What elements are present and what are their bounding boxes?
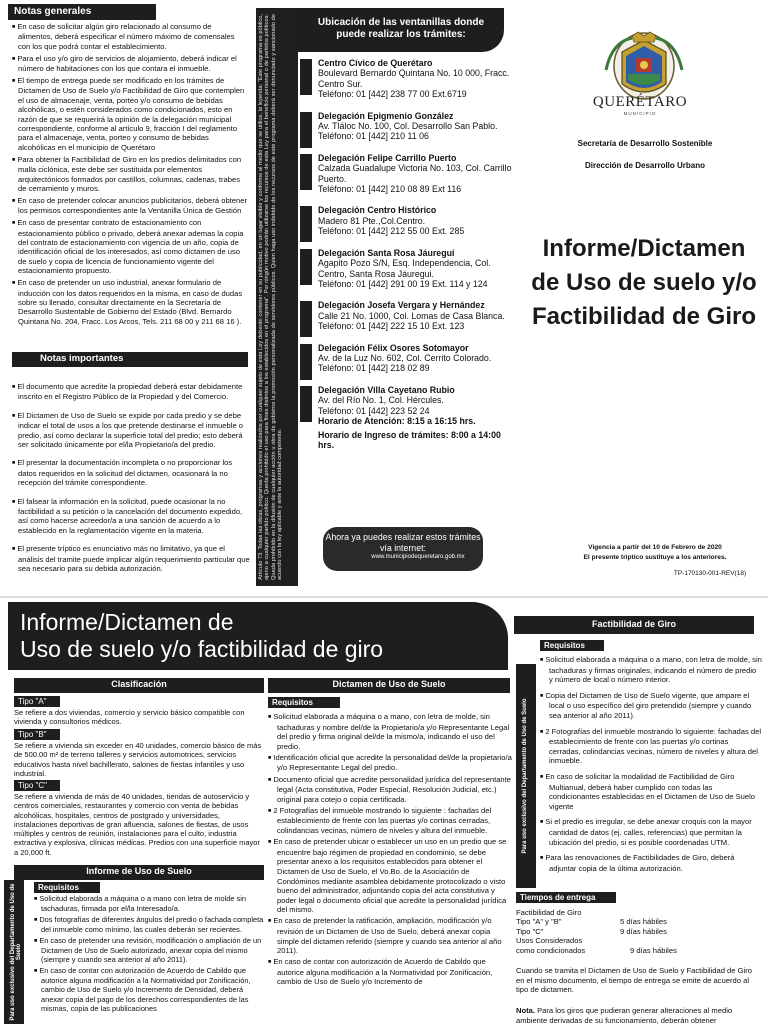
office-marker	[300, 154, 312, 190]
factibilidad-side-label: Para uso exclusivo del Departamento de Uso de Suelo	[522, 698, 528, 854]
office-phone: Teléfono: 01 [442] 291 00 19 Ext. 114 y 124	[318, 278, 488, 289]
list-item: ■ El presentar la documentación incompleta o no proporcionar los datos requeridos en la solicitud del dictamen, ocasionará la no recepción del trámite correspondiente.	[12, 458, 250, 487]
document-title: Informe/Dictamen de Uso de suelo y/o Factibilidad de Giro	[531, 235, 757, 330]
document-code: TP-170130-001-REV(18)	[673, 570, 747, 577]
table-cell: Tipo "C"	[516, 926, 544, 936]
factibilidad-requisitos-list	[540, 655, 762, 879]
office-name: Delegación Felipe Carrillo Puerto	[318, 152, 457, 163]
notas-importantes-heading: Notas importantes	[12, 352, 248, 367]
list-item: ■ 2 Fotografías del inmueble mostrando lo siguiente: fachadas del establecimiento de frente con las puertas y/o cortinas cerradas, colindancias vecinas, número de niveles y altura del inmueble.	[540, 727, 762, 766]
office-name: Delegación Félix Osores Sotomayor	[318, 342, 469, 353]
list-item: ■ El Dictamen de Uso de Suelo se expide por cada predio y se debe indicar el total de usos a los que pretende destinarse el inmueble o predio, así como declarar la superficie total del predio; esto deberá ser solicitado únicamente por el/la Propietario/a del predio.	[12, 411, 250, 450]
office-marker	[300, 112, 312, 148]
tiempos-entrega-label: Tiempos de entrega	[516, 892, 616, 903]
office-item	[300, 205, 512, 236]
office-address: Av. Tláloc No. 100, Col. Desarrollo San Pablo.	[318, 121, 498, 132]
logo-subtitle: MUNICIPIO	[623, 111, 657, 116]
tipo-b-text: Se refiere a vivienda sin exceder en 40 unidades, comercio básico de más de 500.00 m² de terreno talleres y servicios automotrices, servicios educativos hasta nivel bachillerato, salones de fiestas infantiles y uso industrial.	[14, 741, 262, 778]
office-marker	[300, 301, 312, 337]
table-cell: Usos Considerados	[516, 936, 583, 946]
list-item: ■ En caso de pretender colocar anuncios publicitarios, deberá obtener los permisos correspondientes ante la Ventanilla Única de Gestión	[12, 196, 248, 216]
table-row	[516, 946, 746, 955]
list-item: ■ Solicitud elaborada a máquina o a mano con letra de molde sin tachaduras, firmada por el/la Interesado/a.	[34, 894, 266, 913]
list-item: ■ En caso de pretender un uso industrial, anexar formulario de inducción con los datos requeridos en la misma, en caso de dudas sobre su llenado, consultar directamente en la Secretaría de Desarrollo Sustentable de Gobierno del Estado (Blvd. Bernardo Quintana No. 204, Fracc. Los Arcos, Tels. 211 68 00 y 211 68 16 ).	[12, 278, 248, 326]
panel-title	[8, 602, 508, 670]
panel-divider	[0, 596, 768, 598]
list-item: ■ En caso de pretender la ratificación, ampliación, modificación y/o revisión de un Dictamen de Uso de Suelo, deberá anexar copia simple del dictamen referido (siempre y cuando sea anterior al año 2011).	[268, 916, 512, 955]
office-marker	[300, 249, 312, 285]
office-name: Delegación Santa Rosa Jáuregui	[318, 247, 455, 258]
tipo-c-text: Se refiere a vivienda de más de 40 unidades, tiendas de autoservicio y centros comerciales, restaurantes y comercio con venta de bebidas alcohólicas, hospitales, centros de postgrado y universidades, instalaciones deportivas de gran afluencia, salones de fiestas, de usos múltiples y centros de reunión, instalaciones para el culto, industria extractiva y explosiva, clínicas médicas. Predios con una superficie mayor a 20,000 ft.	[14, 792, 260, 857]
legal-text: Artículo 73. Todas las obras, programas y acciones realizados por cualquier sujeto de esta Ley deberán contener en su publicidad, en un lugar visible y conforme al medio que se utilice, la leyenda: "Este programa es público, ajeno a cualquier partido político. Queda prohibido el uso para fines distintos a los establecidos en el programa". Por ningún motivo podrán utilizarse los recursos de esta Ley para el beneficio personal o de partidos políticos. Queda prohibido en la difusión de cualquier acción u obra de gobierno la promoción personalizada de servidores públicos. Quien haga uso indebido de los recursos de este programa deberá ser denunciado y sancionado de acuerdo con la ley aplicable y ante la autoridad competente.	[258, 14, 284, 580]
vigencia-note	[552, 543, 758, 563]
informe-side-strip	[4, 880, 24, 1024]
tiempos-entrega-table	[516, 908, 746, 955]
table-cell	[620, 908, 740, 917]
list-item: ■ El falsear la información en la solicitud, puede ocasionar la no factibilidad a su petición o la cancelación del documento expedido, así como hacerse acreedor/a a una sanción de acuerdo a lo establecido en la reglamentación vigente en la materia.	[12, 497, 250, 536]
office-phone: Teléfono: 01 [442] 210 11 06	[318, 131, 429, 142]
office-address: Madero 81 Pte.,Col.Centro.	[318, 215, 426, 226]
office-item	[300, 300, 512, 331]
notas-generales-list	[12, 22, 248, 329]
office-item	[300, 111, 512, 142]
office-item	[300, 343, 512, 374]
table-cell: 5 días hábiles	[620, 917, 667, 927]
table-cell: Factibilidad de Giro	[516, 908, 582, 917]
office-phone: Teléfono: 01 [442] 218 02 89	[318, 363, 430, 374]
informe-uso-suelo-heading: Informe de Uso de Suelo	[14, 865, 264, 880]
office-marker	[300, 59, 312, 95]
office-address: Calle 21 No. 1000, Col. Lomas de Casa Blanca.	[318, 310, 505, 321]
vigencia-line: Vigencia a partir del 10 de Febrero de 2020	[588, 544, 722, 551]
informe-requisitos-list	[34, 894, 266, 1014]
tipo-b-label: Tipo "B"	[14, 729, 60, 740]
list-item: ■ Dos fotografías de diferentes ángulos del predio o fachada completa del inmueble como mínimo, las cuales deberán ser recientes.	[34, 915, 266, 934]
factibilidad-side-strip	[516, 664, 536, 888]
office-address: Agapito Pozo S/N, Esq. Independencia, Col. Centro, Santa Rosa Jáuregui.	[318, 258, 491, 279]
list-item: ■ Para obtener la Factibilidad de Giro en los predios delimitados con malla ciclónica, este debe ser sustituida por elementos arquitectónicos formados por castillos, columnas, cadenas, trabes de cerramiento y muros.	[12, 155, 248, 194]
office-name: Delegación Centro Histórico	[318, 205, 437, 216]
list-item: ■ El documento que acredite la propiedad deberá estar debidamente inscrito en el Registro Público de la Propiedad y del Comercio.	[12, 382, 250, 402]
list-item: ■ En caso de presentar contrato de estacionamiento con estacionamiento público o privado, deberá anexar ademas la copia del contrato de estacionamiento con vigencia de un año, copia de identificación oficial de los interesados, así como dictamen de uso de suelo y copia de licencia de funcionamiento vigente del estacionamiento propuesto.	[12, 218, 248, 275]
panel-title-line: Uso de suelo y/o factibilidad de giro	[20, 636, 384, 662]
office-name: Centro Cívico de Querétaro	[318, 58, 433, 68]
tramita-note: Cuando se tramita el Dictamen de Uso de Suelo y Factibilidad de Giro en el mismo documento, el tiempo de entrega se emite de acuerdo al tipo de dictamen.	[516, 966, 752, 995]
office-phone: Teléfono: 01 [442] 212 55 00 Ext. 285	[318, 226, 465, 237]
table-cell	[620, 936, 740, 945]
list-item: ■ Si el predio es irregular, se debe anexar croquis con la mayor cantidad de datos (ej. calles, referencias) que permitan la ubicación del predio, si es posible coordenadas UTM.	[540, 817, 762, 847]
list-item: ■ 2 Fotografías del inmueble mostrando lo siguiente : fachadas del establecimiento de frente con las puertas y/o cortinas cerradas, colindancias vecinas, número de niveles y altura del inmueble.	[268, 806, 512, 836]
secretaria-label: Secretaría de Desarrollo Sostenible	[577, 139, 713, 148]
office-marker	[300, 344, 312, 380]
logo-wordmark: QUERÉTARO	[592, 94, 688, 110]
informe-side-label: Para uso exclusivo del Departamento de Uso de Suelo	[10, 883, 22, 1021]
tipo-a-label: Tipo "A"	[14, 696, 60, 707]
office-address: Av. del Río No. 1, Col. Hércules.	[318, 395, 444, 406]
website-link[interactable]: www.municipiodequeretaro.gob.mx	[371, 554, 465, 560]
table-cell: como condicionados	[516, 945, 586, 955]
office-name: Delegación Epigmenio González	[318, 110, 454, 121]
list-item: ■ Identificación oficial que acredite la personalidad del/de la propietario/a y/o Representante Legal del predio.	[268, 753, 512, 773]
office-name: Delegación Villa Cayetano Rubio	[318, 384, 455, 395]
list-item: ■ En caso de pretender ubicar o establecer un uso en un predio que se encuentre bajo régimen de propiedad en condominio, se debe presentar anexo a los requisitos establecidos para obtener el Dictamen de Uso de Suelo, el Vo.Bo. de la Asociación de Condóminos mediante asamblea debidamente protocolizado o visto bueno del administrador, adjuntando copia del acta constitutiva y poder legal o documento oficial que acredite la personalidad jurídica del mismo.	[268, 837, 512, 915]
list-item: ■ Solicitud elaborada a máquina o a mano, con letra de molde, sin tachaduras y nombre del/de la Propietario/a y/o Representante Legal del predio y firma original del/de la mismo/a, indicando el uso del predio.	[268, 712, 512, 751]
office-phone: Teléfono: 01 [442] 210 08 89 Ext 116	[318, 184, 462, 195]
dictamen-heading: Dictamen de Uso de Suelo	[268, 678, 510, 693]
offices-list	[300, 58, 512, 451]
nota-paragraph	[516, 1006, 760, 1024]
tipo-c-label: Tipo "C"	[14, 780, 60, 791]
notas-importantes-list	[12, 382, 250, 583]
list-item: ■ En caso de contar con autorización de Acuerdo de Cabildo que autorice alguna modificación a la Normatividad por Zonificación, cambio de Uso de Suelo y/o Incremento de Densidad, deberá anexar copia del pago de los derechos correspondientes de las mismas, copia de las publicaciones	[34, 966, 266, 1013]
office-phone: Teléfono: 01 [442] 222 15 10 Ext. 123	[318, 321, 465, 332]
table-row	[516, 936, 746, 945]
list-item: ■ Copia del Dictamen de Uso de Suelo vigente, que ampare el local o uso específico del giro pretendido (siempre y cuando sea anterior al año 2011).	[540, 691, 762, 721]
list-item: ■ En caso de contar con autorización de Acuerdo de Cabildo que autorice alguna modificación a la Normatividad por Zonificación, cambio de Uso de Suelo y/o Incremento de	[268, 957, 512, 987]
list-item: ■ Solicitud elaborada a máquina o a mano, con letra de molde, sin tachaduras y firmas originales, indicando el número de predio y número de local o número interior.	[540, 655, 762, 685]
office-name: Delegación Josefa Vergara y Hernández	[318, 300, 485, 311]
list-item: ■ Documento oficial que acredite personalidad jurídica del representante legal (Acta constitutiva, Poder Especial, Resolución Judicial, etc.) original para cotejo o copia certificada.	[268, 775, 512, 805]
dictamen-requisitos-list	[268, 712, 512, 989]
horario-atencion: Horario de Atención: 8:15 a 16:15 hrs.	[318, 415, 476, 426]
list-item: ■ En caso de pretender una revisión, modificación o ampliación de un Dictamen de Uso de Suelo autorizado, anexar copia del mismo (siempre y cuando sea anterior al año 2011).	[34, 936, 266, 965]
office-marker	[300, 206, 312, 242]
list-item: ■ Para el uso y/o giro de servicios de alojamiento, deberá indicar el número de habitaciones con los que contara el inmueble.	[12, 54, 248, 74]
factibilidad-requisitos-label: Requisitos	[540, 640, 604, 651]
vigencia-line: El presente tríptico sustituye a los anteriores.	[583, 554, 727, 561]
list-item: ■ En caso de solicitar algún giro relacionado al consumo de alimentos, deberá especificar el número máximo de comensales con los que podrá contar el establecimiento.	[12, 22, 248, 51]
table-cell: 9 días hábiles	[630, 945, 677, 955]
nota-text: Para los giros que pudieran generar alteraciones al medio ambiente derivadas de su funcionamiento, deberán obtener	[516, 1006, 733, 1024]
internet-banner	[323, 527, 483, 571]
table-cell: 9 días hábiles	[620, 926, 667, 936]
office-address: Calzada Guadalupe Victoria No. 103, Col. Carrillo Puerto.	[318, 163, 512, 184]
office-address: Boulevard Bernardo Quintana No. 10 000, Fracc. Centro Sur.	[318, 68, 510, 89]
list-item: ■ El presente tríptico es enunciativo más no limitativo, ya que el análisis del tramite puede implicar algún requerimiento particular que sea necesario para su debida autorización.	[12, 544, 250, 573]
office-phone: Teléfono: 01 [442] 238 77 00 Ext.6719	[318, 89, 467, 100]
ventanillas-heading: Ubicación de las ventanillas donde puede realizar los trámites:	[298, 8, 504, 52]
office-item	[300, 58, 512, 100]
list-item: ■ En caso de solicitar la modalidad de Factibilidad de Giro Multianual, deberá haber cumplido con todas las condicionantes establecidas en el Dictamen de Uso de Suelo vigente	[540, 772, 762, 811]
panel-title-line: Informe/Dictamen de	[20, 609, 234, 635]
legal-side-strip	[256, 8, 298, 586]
internet-banner-text: Ahora ya puedes realizar estos trámites vía internet:	[325, 532, 481, 553]
list-item: ■ Para las renovaciones de Factibilidades de Giro, deberá adjuntar copia de la última autorización.	[540, 853, 762, 873]
notas-generales-heading: Notas generales	[8, 4, 156, 20]
table-cell: Tipo "A" y "B"	[516, 917, 562, 927]
office-marker	[300, 386, 312, 422]
direccion-label: Dirección de Desarrollo Urbano	[584, 161, 706, 170]
horario-ingreso: Horario de Ingreso de trámites: 8:00 a 14:00 hrs.	[318, 429, 501, 451]
nota-label: Nota.	[516, 1006, 535, 1015]
office-item	[300, 385, 512, 451]
office-address: Av. de la Luz No. 602, Col. Cerrito Colorado.	[318, 352, 492, 363]
list-item: ■ El tiempo de entrega puede ser modificado en los trámites de Dictamen de Uso de Suelo y/o Factibilidad de Giro que contemplen el uso de almacenaje, venta, porteo y/o consumo de bebidas alcohólicas, o estén considerados como condicionados, esto en razón de que se requerirá la opinión de la delegación municipal correspondiente, conforme al artículo 9, fracción I del reglamento para el almacenaje, venta, porteo y consumo de bebidas alcohólicas en el municipio de Querétaro	[12, 76, 248, 152]
informe-requisitos-label: Requisitos	[34, 882, 100, 893]
office-item	[300, 248, 512, 290]
table-row	[516, 908, 746, 917]
factibilidad-heading: Factibilidad de Giro	[514, 616, 754, 634]
table-row	[516, 917, 746, 926]
office-phone: Teléfono: 01 [442] 223 52 24	[318, 405, 430, 416]
table-row	[516, 927, 746, 936]
clasificacion-heading: Clasificación	[14, 678, 264, 693]
dictamen-requisitos-label: Requisitos	[268, 697, 340, 708]
office-item	[300, 153, 512, 195]
tipo-a-text: Se refiere a dos viviendas, comercio y servicio básico compatible con vivienda y consultorios médicos.	[14, 708, 245, 727]
